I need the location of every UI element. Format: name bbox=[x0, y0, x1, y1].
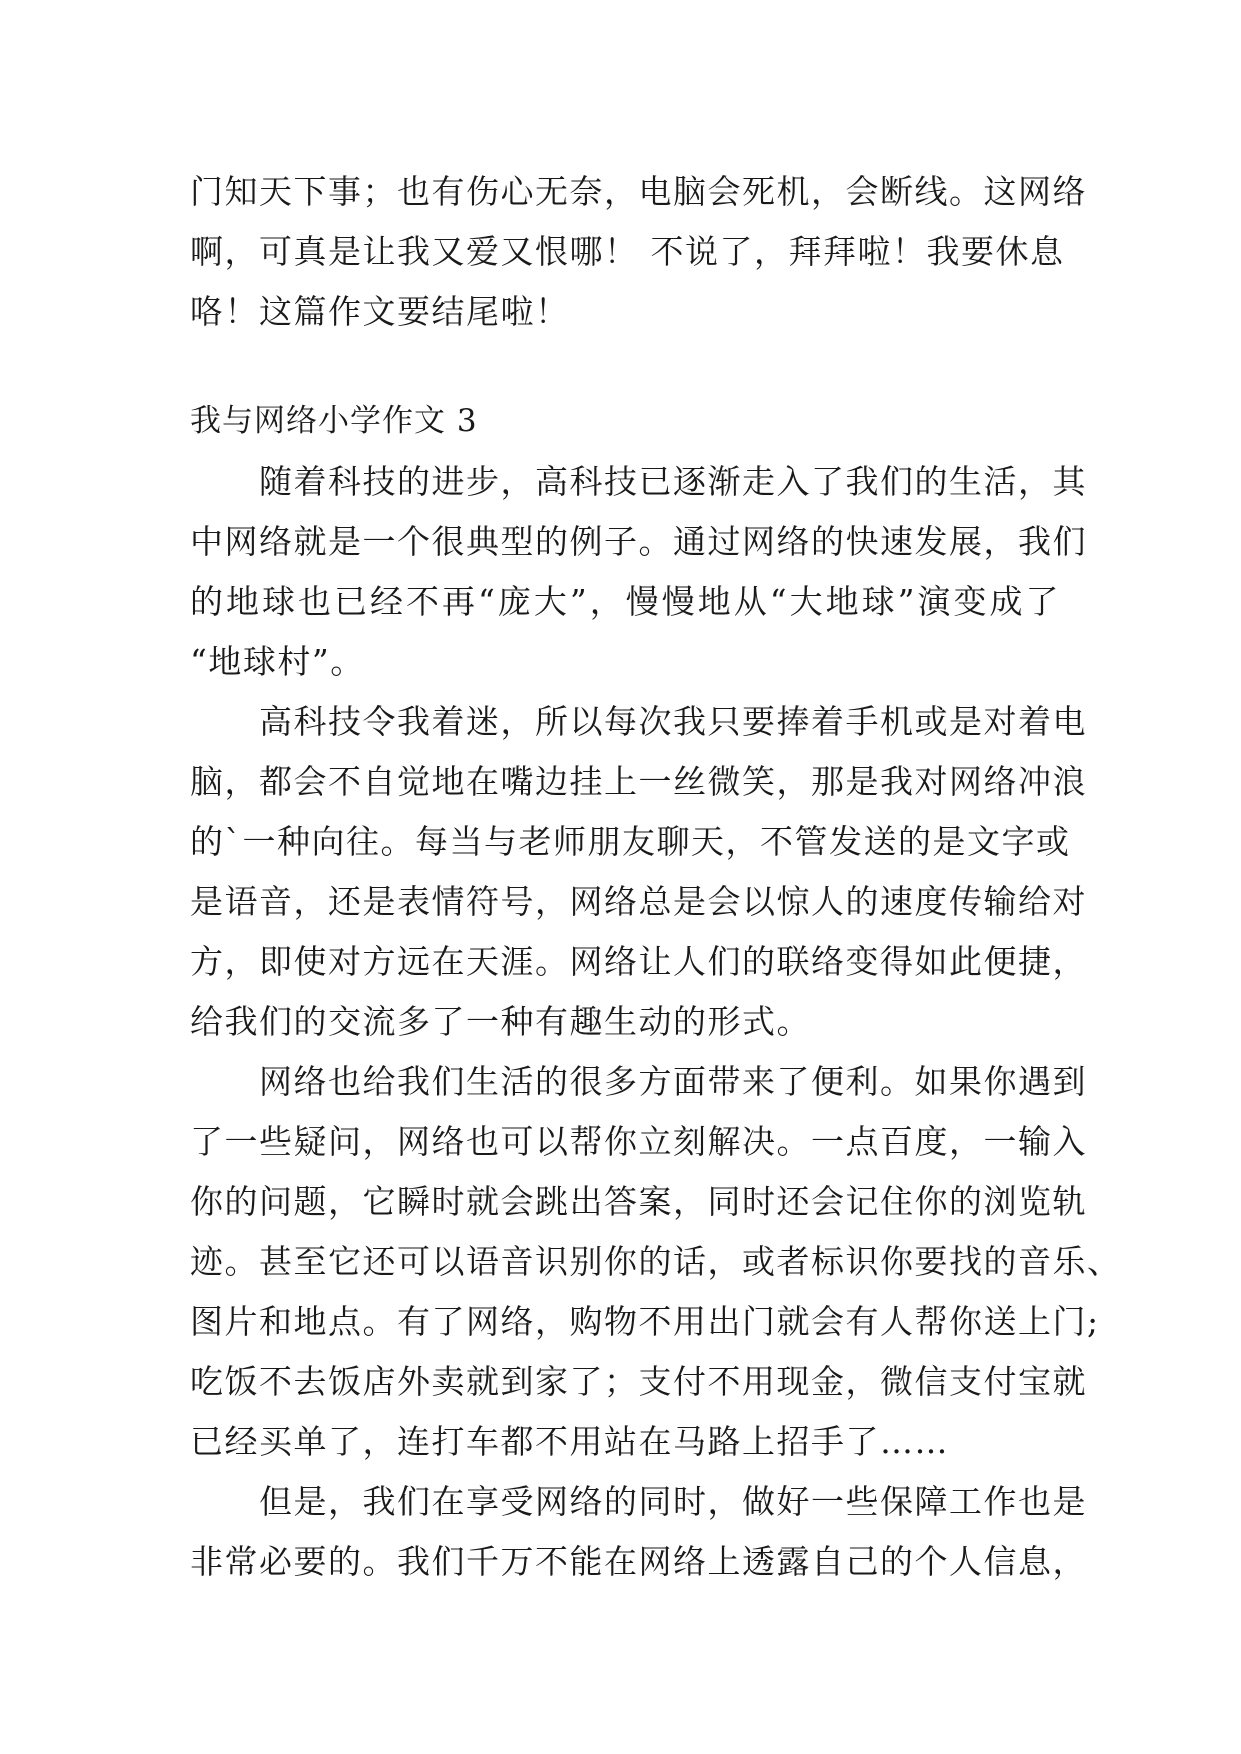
text-line: 网络也给我们生活的很多方面带来了便利。如果你遇到 bbox=[190, 1062, 1087, 1101]
intro-paragraph bbox=[190, 162, 1087, 342]
text-line: “地球村”。 bbox=[190, 642, 365, 681]
text-line: 但是，我们在享受网络的同时，做好一些保障工作也是 bbox=[190, 1482, 1087, 1521]
text-line: 门知天下事；也有伤心无奈，电脑会死机，会断线。这网络 bbox=[190, 172, 1087, 211]
paragraph-1 bbox=[190, 452, 1087, 692]
text-line: 你的问题，它瞬时就会跳出答案，同时还会记住你的浏览轨 bbox=[190, 1182, 1087, 1221]
text-line: 随着科技的进步，高科技已逐渐走入了我们的生活，其 bbox=[190, 462, 1087, 501]
text-line: 非常必要的。我们千万不能在网络上透露自己的个人信息， bbox=[190, 1542, 1087, 1581]
text-line: 迹。甚至它还可以语音识别你的话，或者标识你要找的音乐、 bbox=[190, 1242, 1122, 1281]
document-page bbox=[190, 162, 1122, 1592]
paragraph-2 bbox=[190, 692, 1087, 1052]
paragraph-3 bbox=[190, 1052, 1122, 1472]
text-line: 图片和地点。有了网络，购物不用出门就会有人帮你送上门; bbox=[190, 1302, 1100, 1341]
text-line: 的地球也已经不再“庞大”，慢慢地从“大地球”演变成了 bbox=[190, 582, 1060, 621]
text-line: 给我们的交流多了一种有趣生动的形式。 bbox=[190, 1002, 811, 1041]
text-line: 方，即使对方远在天涯。网络让人们的联络变得如此便捷， bbox=[190, 942, 1087, 981]
section-heading: 我与网络小学作文 3 bbox=[190, 403, 478, 439]
text-line: 脑，都会不自觉地在嘴边挂上一丝微笑，那是我对网络冲浪 bbox=[190, 762, 1087, 801]
text-line: 吃饭不去饭店外卖就到家了；支付不用现金，微信支付宝就 bbox=[190, 1362, 1087, 1401]
text-line: 了一些疑问，网络也可以帮你立刻解决。一点百度，一输入 bbox=[190, 1122, 1087, 1161]
text-line: 已经买单了，连打车都不用站在马路上招手了…… bbox=[190, 1422, 949, 1461]
text-line: 啊，可真是让我又爱又恨哪！ 不说了，拜拜啦！我要休息 bbox=[190, 232, 1065, 271]
text-line: 高科技令我着迷，所以每次我只要捧着手机或是对着电 bbox=[190, 702, 1087, 741]
text-line: 是语音，还是表情符号，网络总是会以惊人的速度传输给对 bbox=[190, 882, 1087, 921]
text-line: 的`一种向往。每当与老师朋友聊天，不管发送的是文字或 bbox=[190, 822, 1071, 861]
paragraph-4 bbox=[190, 1472, 1087, 1592]
paragraph-gap bbox=[190, 342, 1060, 390]
text-line: 中网络就是一个很典型的例子。通过网络的快速发展，我们 bbox=[190, 522, 1087, 561]
text-line: 咯！这篇作文要结尾啦！ bbox=[190, 292, 570, 331]
